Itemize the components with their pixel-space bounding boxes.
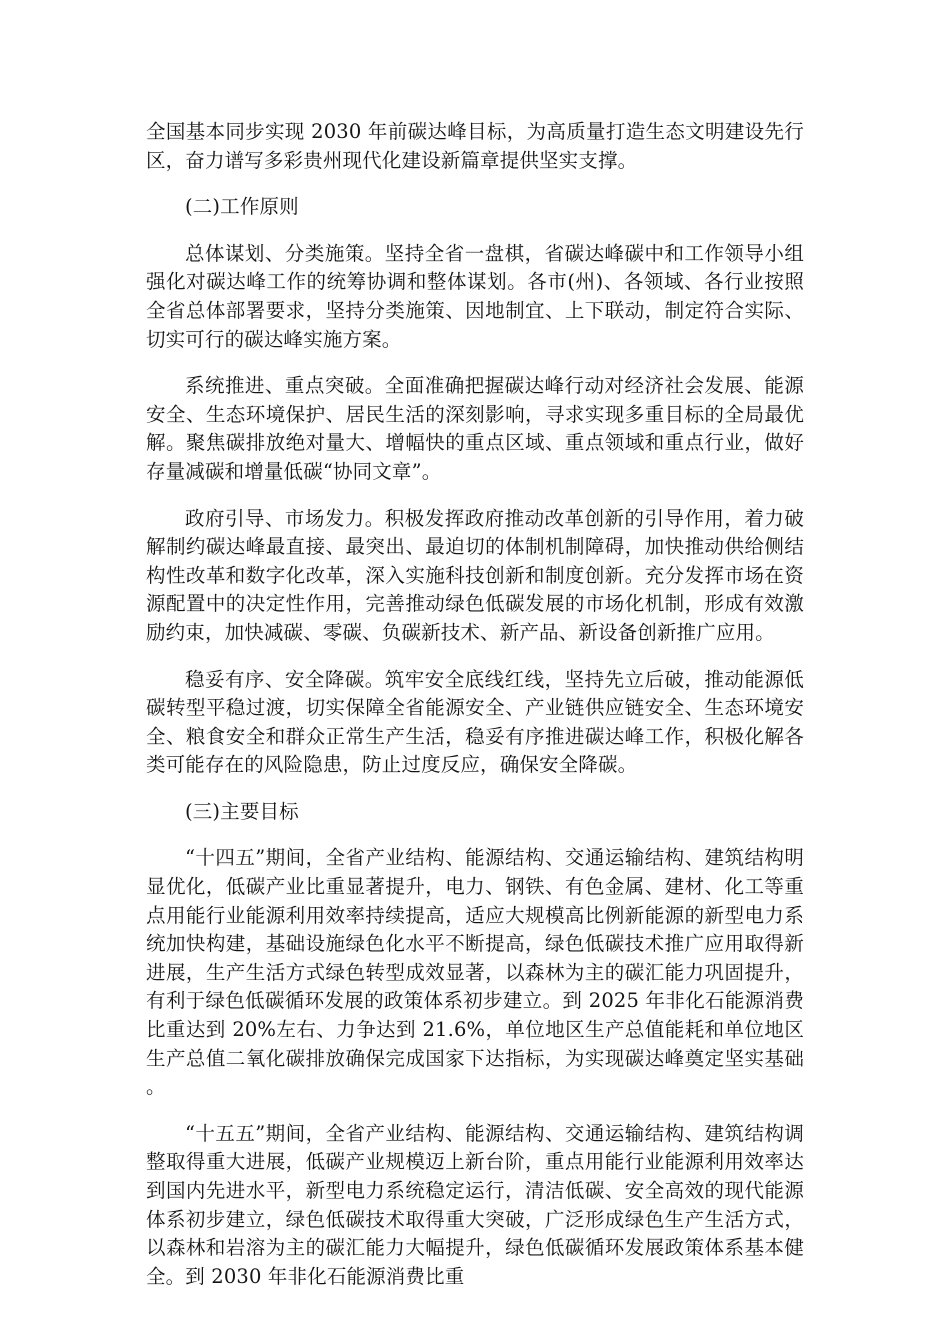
paragraph-continuation: 全国基本同步实现 2030 年前碳达峰目标，为高质量打造生态文明建设先行区，奋力谱写多彩贵州现代化建设新篇章提供坚实支撑。 bbox=[146, 120, 804, 172]
paragraph-15th-five-year: “十五五”期间，全省产业结构、能源结构、交通运输结构、建筑结构调整取得重大进展，低碳产业规模迈上新台阶，重点用能行业能源利用效率达到国内先进水平，新型电力系统稳定运行，清洁低碳、安全高效的现代能源体系初步建立，绿色低碳技术取得重大突破，广泛形成绿色生产生活方式，以森林和岩溶为主的碳汇能力大幅提升，绿色低碳循环发展政策体系基本健全。到 2030 年非化石能源消费比重 bbox=[146, 1121, 804, 1288]
paragraph-14th-five-year: “十四五”期间，全省产业结构、能源结构、交通运输结构、建筑结构明显优化，低碳产业比重显著提升，电力、钢铁、有色金属、建材、化工等重点用能行业能源利用效率持续提高，适应大规模高比例新能源的新型电力系统加快构建，基础设施绿色化水平不断提高，绿色低碳技术推广应用取得新进展，生产生活方式绿色转型成效显著，以森林为主的碳汇能力巩固提升，有利于绿色低碳循环发展的政策体系初步建立。到 2025 年非化石能源消费比重达到 20%左右、力争达到 21.6%，单位地区生产总值能耗和单位地区生产总值二氧化碳排放确保完成国家下达指标，为实现碳达峰奠定坚实基础。 bbox=[146, 846, 804, 1099]
section-heading-work-principles: (二)工作原则 bbox=[185, 195, 299, 219]
paragraph-safe-carbon-reduction: 稳妥有序、安全降碳。筑牢安全底线红线，坚持先立后破，推动能源低碳转型平稳过渡，切实保障全省能源安全、产业链供应链安全、生态环境安全、粮食安全和群众正常生产生活，稳妥有序推进碳达峰工作，积极化解各类可能存在的风险隐患，防止过度反应，确保安全降碳。 bbox=[146, 667, 804, 777]
paragraph-overall-planning: 总体谋划、分类施策。坚持全省一盘棋，省碳达峰碳中和工作领导小组强化对碳达峰工作的统筹协调和整体谋划。各市(州)、各领域、各行业按照全省总体部署要求，坚持分类施策、因地制宜、上下联动，制定符合实际、切实可行的碳达峰实施方案。 bbox=[146, 241, 804, 351]
paragraph-government-guidance: 政府引导、市场发力。积极发挥政府推动改革创新的引导作用，着力破解制约碳达峰最直接、最突出、最迫切的体制机制障碍，加快推动供给侧结构性改革和数字化改革，深入实施科技创新和制度创新。充分发挥市场在资源配置中的决定性作用，完善推动绿色低碳发展的市场化机制，形成有效激励约束，加快减碳、零碳、负碳新技术、新产品、新设备创新推广应用。 bbox=[146, 506, 804, 644]
paragraph-systematic-advance: 系统推进、重点突破。全面准确把握碳达峰行动对经济社会发展、能源安全、生态环境保护、居民生活的深刻影响，寻求实现多重目标的全局最优解。聚焦碳排放绝对量大、增幅快的重点区域、重点领域和重点行业，做好存量减碳和增量低碳“协同文章”。 bbox=[146, 374, 804, 483]
section-heading-main-goals: (三)主要目标 bbox=[185, 799, 299, 823]
document-page bbox=[146, 118, 804, 1309]
